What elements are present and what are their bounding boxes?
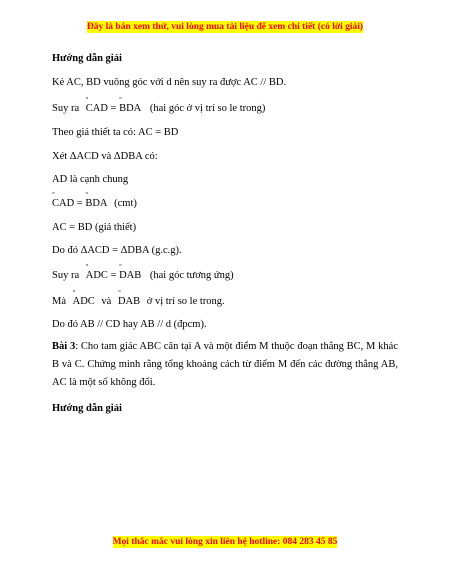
- angle-hat-icon: ▫: [119, 94, 122, 102]
- angle-name: ADC: [85, 270, 108, 281]
- angle-hat-icon: ▫: [52, 189, 55, 197]
- problem-label: Bài 3: [52, 341, 76, 352]
- preview-notice-banner: [0, 22, 450, 32]
- angle-equation-line: [52, 189, 137, 211]
- angle-equation-line: [52, 261, 234, 283]
- angle-statement-line: [52, 287, 225, 309]
- angle-symbol: [85, 189, 108, 211]
- angle-symbol: [119, 94, 142, 116]
- preview-notice-text: Đây là bản xem thử, vui lòng mua tài liệu để xem chi tiết (có lời giải): [86, 22, 364, 32]
- text-fragment: Mà: [52, 296, 66, 307]
- text-fragment: (cmt): [114, 198, 137, 209]
- angle-hat-icon: ▫: [117, 287, 121, 295]
- angle-name: DAB: [117, 296, 141, 307]
- angle-hat-icon: ▫: [72, 287, 76, 295]
- problem-3-paragraph: [52, 338, 398, 392]
- angle-hat-icon: ▫: [85, 94, 89, 102]
- text-line: Theo giả thiết ta có: AC = BD: [52, 127, 179, 138]
- angle-symbol: [117, 287, 141, 309]
- angle-symbol: [72, 287, 95, 309]
- problem-text: : Cho tam giác ABC cân tại A và một điểm M thuộc đoạn thẳng BC, M khác B và C. Chứng minh rằng tổng khoảng cách từ điểm M đến các đường thẳng AB, AC là một số không đổi.: [52, 341, 398, 388]
- angle-symbol: [85, 261, 108, 283]
- angle-equation-line: [52, 94, 266, 116]
- equals-sign: =: [110, 103, 117, 114]
- angle-name: CAD: [85, 103, 108, 114]
- angle-name: ADC: [72, 296, 95, 307]
- text-fragment: (hai góc ở vị trí so le trong): [149, 103, 266, 114]
- equals-sign: =: [76, 198, 83, 209]
- angle-hat-icon: ▫: [85, 261, 89, 269]
- angle-name: BDA: [119, 103, 142, 114]
- text-line: AD là cạnh chung: [52, 174, 129, 185]
- hotline-banner: [0, 537, 450, 547]
- angle-symbol: [85, 94, 108, 116]
- angle-name: CAD: [52, 198, 75, 209]
- solution-heading-2: Hướng dẫn giải: [52, 403, 122, 414]
- solution-heading: Hướng dẫn giải: [52, 53, 122, 64]
- angle-hat-icon: ▫: [85, 189, 88, 197]
- text-fragment: ở vị trí so le trong.: [146, 296, 225, 307]
- text-line: Do đó ΔACD = ΔDBA (g.c.g).: [52, 245, 182, 256]
- text-fragment: (hai góc tương ứng): [149, 270, 234, 281]
- text-fragment: và: [101, 296, 112, 307]
- text-line: Do đó AB // CD hay AB // d (đpcm).: [52, 319, 207, 330]
- angle-name: DAB: [119, 270, 142, 281]
- hotline-text: Mọi thắc mắc vui lòng xin liên hệ hotline: 084 283 45 85: [112, 537, 338, 547]
- text-line: Xét ΔACD và ΔDBA có:: [52, 151, 158, 162]
- text-fragment: Suy ra: [52, 103, 80, 114]
- equals-sign: =: [110, 270, 117, 281]
- angle-hat-icon: ▫: [119, 261, 122, 269]
- angle-name: BDA: [85, 198, 108, 209]
- angle-symbol: [119, 261, 142, 283]
- angle-symbol: [52, 189, 75, 211]
- text-fragment: Suy ra: [52, 270, 80, 281]
- text-line: Kẻ AC, BD vuông góc với d nên suy ra được AC // BD.: [52, 77, 287, 88]
- text-line: AC = BD (giả thiết): [52, 222, 137, 233]
